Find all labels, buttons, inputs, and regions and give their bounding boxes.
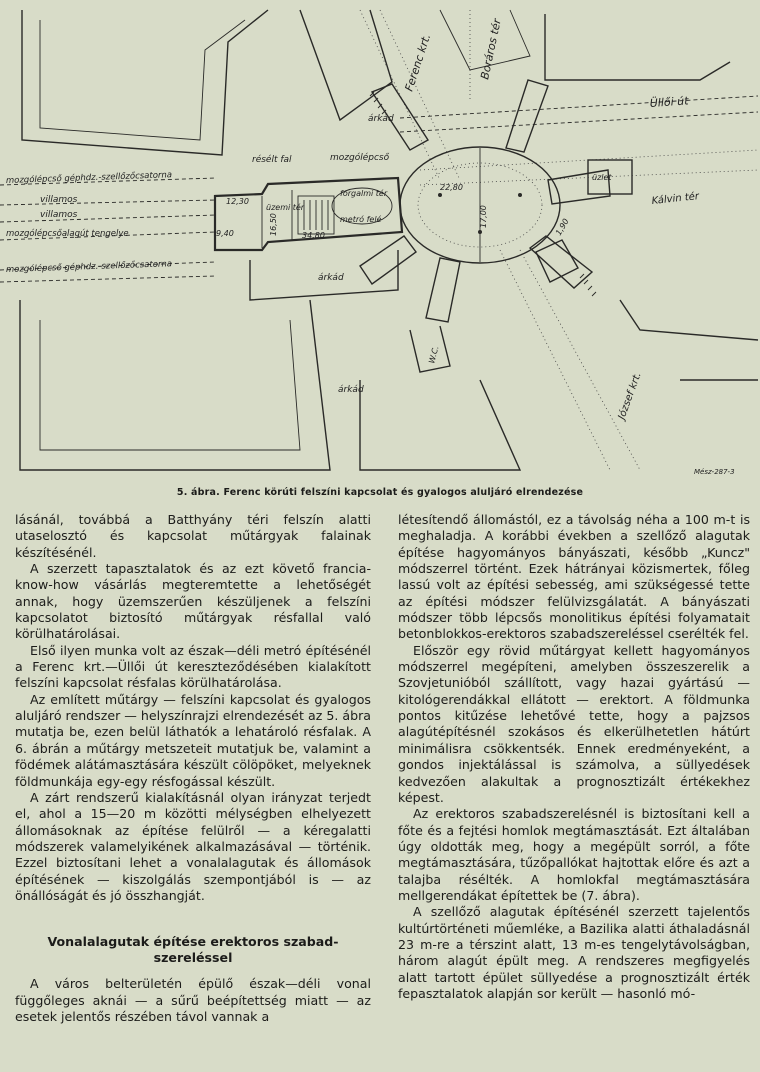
label-forgalmi-ter: forgalmi tér: [340, 189, 388, 198]
label-wc: W.C.: [427, 344, 441, 365]
label-arkad-mid: árkád: [318, 273, 344, 283]
paragraph: Először egy rövid műtárgyat kellett hagyományos módszerrel megépíteni, amelyben összeszerelik a Szovjetunióból szállított, vagy hazai gyártású — kitológerendákkal ellátott — erektort. A földmunka pontos kitűzése lehetővé tette, hogy a pajzsos alagútépítésnél szokásos és elkerülhetetlen hátúrt minimálisra csökkentsék. Ennek eredményeként, a gondos injektálással is számolva, a süllyedések kedvezően alakultak a prognosztizált értékekhez képest.: [398, 642, 750, 805]
label-arkad-top: árkád: [368, 114, 394, 124]
label-geph-bottom: mozgólépcső géphdz.-szellőzőcsatorna: [5, 259, 173, 275]
label-ulloi-ut: Üllői út: [649, 94, 689, 110]
building-outline: [620, 300, 758, 340]
paragraph: Az erektoros szabadszerelésnél is biztosítani kell a főte és a fejtési homlok megtámasztását. Ezt általában úgy oldották meg, hogy a megépült sorról, a főte megtámasztására, tűzőpallókat hajtottak előre és azt a talajba résélték. A homlokfal megtámasztására mellgerendákat építettek be (7. ábra).: [398, 806, 750, 903]
figure-reference: Mész-287-3: [694, 468, 735, 476]
stair-exit: [360, 236, 416, 284]
label-ferenc-krt: Ferenc krt.: [402, 32, 434, 93]
building-outline: [300, 10, 392, 120]
label-villamos-1: villamos: [40, 195, 78, 205]
paragraph: A szellőző alagutak építésénél szerzett tajelentős kultúrtörténeti műemléke, a Bazilika alatti áthaladásnál 23 m-re a térszint alatt, 13 m-es tengelytávolságban, három alagút épült meg. A rendszeres megfigyelés alatt tartott épület süllyedése a prognosztizált érték fepasztalatok alapján sor került — hasonló mó-: [398, 904, 750, 1001]
paragraph: létesítendő állomástól, ez a távolság néha a 100 m-t is meghaladja. A korábbi években a szellőző alagutak építése hagyományos bányászati, később „Kuncz" módszerrel történt. Ezek hátrányai közismertek, főleg lassú volt az építési sebesség, ami szükségessé tette az építési módszer felülvizsgálatát. A bányászati módszer több lépcsős monolitikus építési folyamatait betonblokkos-erektoros szabadszereléssel cserélték fel.: [398, 512, 750, 642]
building-outline: [40, 320, 300, 450]
building-outline: [360, 380, 520, 470]
channel-line: [0, 215, 215, 222]
label-alagut: mozgólépcsőalagút tengelye: [6, 229, 129, 239]
label-geph-top: mozgólépcső géphdz.-szellőzőcsatorna: [5, 170, 173, 186]
channel-line: [0, 200, 215, 205]
building-outline: [40, 20, 245, 140]
label-villamos-2: villamos: [40, 210, 78, 220]
building-outline: [545, 14, 730, 80]
paragraph: A város belterületén épülő észak—déli vonal függőleges aknái — a sűrű beépítettség miatt — az esetek jelentős részében távol vannak a: [15, 976, 371, 1024]
right-column: [398, 512, 750, 1002]
building-outline: [20, 300, 330, 470]
channel-line: [0, 276, 215, 282]
dim-1230: 12,30: [226, 197, 249, 206]
stair-hatch: [580, 274, 596, 296]
street-line: [420, 170, 758, 185]
label-metro-fele: metró felé: [340, 215, 382, 224]
dim-3480: 34,80: [302, 231, 325, 240]
marker-dot: [438, 193, 442, 197]
paragraph: A zárt rendszerű kialakításnál olyan irányzat terjedt el, ahol a 15—20 m közötti mélységben elhelyezett állomásoknak az építése felülről — a kéregalatti módszerek valamelyikének alkalmazásával — történik. Ezzel biztosítani lehet a vonalalagutak és állomások építésének — kiszolgálás szempontjából is — az önállóságát és jó összhangját.: [15, 789, 371, 903]
label-boraros-ter: Boráros tér: [478, 17, 504, 81]
paragraph: A szerzett tapasztalatok és az ezt követő francia-know-how vásárlás megteremtette a lehetőségét annak, hogy üzemszerűen készüljenek a felszíni kapcsolatot biztosító műtárgyak résfallal való körülhatárolásai.: [15, 561, 371, 642]
street-line: [500, 250, 610, 470]
site-plan-figure: [0, 0, 760, 480]
figure-caption: 5. ábra. Ferenc körúti felszíni kapcsolat és gyalogos aluljáró elrendezése: [176, 487, 584, 498]
dim-1650: 16,50: [269, 213, 278, 236]
label-reselt-fal: résélt fal: [252, 155, 292, 165]
dim-1700: 17,00: [479, 205, 488, 228]
chamber: [536, 240, 578, 282]
section-heading: Vonalalagutak építése erektoros szabad-szereléssel: [47, 934, 339, 966]
stair-exit: [506, 80, 548, 152]
left-column: [15, 512, 371, 1025]
label-kalvin-ter: Kálvin tér: [651, 191, 700, 207]
dim-940: 9,40: [216, 229, 234, 238]
label-arkad-bottom: árkád: [338, 385, 364, 395]
marker-dot: [518, 193, 522, 197]
street-line: [400, 112, 758, 132]
marker-dot: [478, 230, 482, 234]
dim-190: 1,90: [553, 217, 571, 237]
dim-2280: 22,80: [440, 183, 463, 192]
paragraph: lásánál, továbbá a Batthyány téri felszín alatti utaselosztó és kapcsolat műtárgyak falainak készítésénél.: [15, 512, 371, 560]
stair-exit: [426, 258, 460, 322]
paragraph: Első ilyen munka volt az észak—déli metró építésénél a Ferenc krt.—Üllői út kereszteződésében kialakított felszíni kapcsolat résfalas körülhatárolása.: [15, 642, 371, 691]
label-uzlet: üzlet: [592, 173, 612, 182]
label-uzemi-ter: üzemi tér: [266, 203, 305, 212]
label-mozgolepcso: mozgólépcső: [330, 153, 390, 163]
building-outline: [22, 10, 268, 155]
paragraph: Az említett műtárgy — felszíni kapcsolat és gyalogos aluljáró rendszer — helyszínrajzi elrendezését az 5. ábra mutatja be, ezen belül láthatók a lehatároló résfalak. A 6. ábrán a műtárgy metszeteit mutatjuk be, valamint a födémek alátámasztására készült cölöpöket, melyeknek földmunkája egy-egy résfogással készült.: [15, 691, 371, 789]
label-jozsef-krt: József krt.: [616, 370, 644, 422]
